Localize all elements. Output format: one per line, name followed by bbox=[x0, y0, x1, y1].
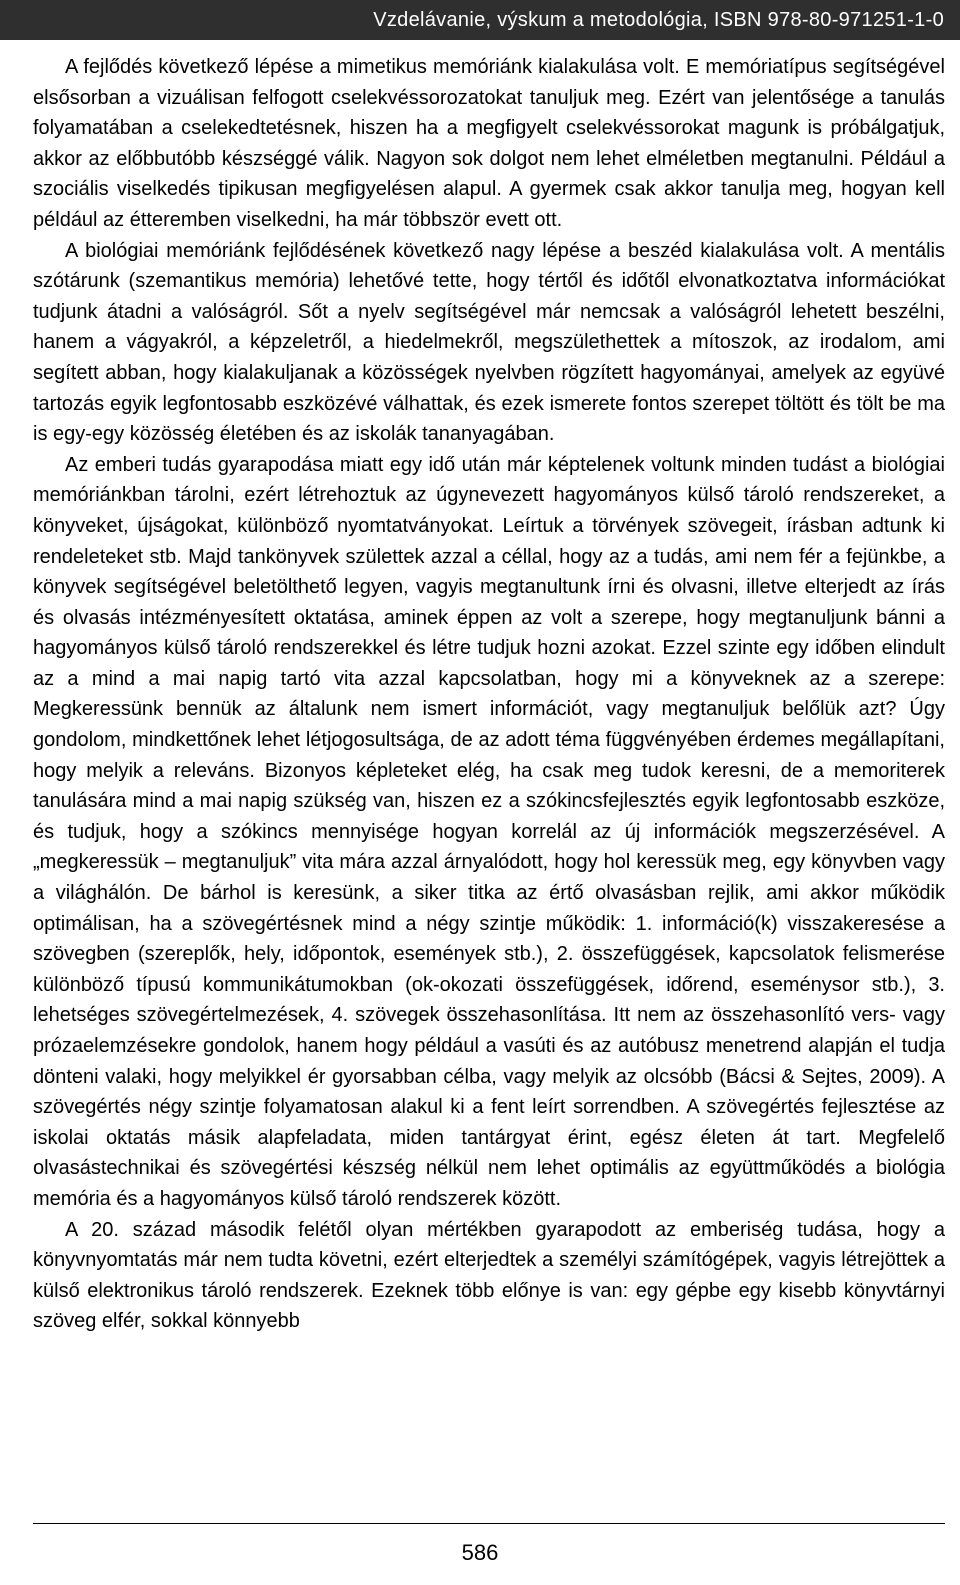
paragraph: A biológiai memóriánk fejlődésének következő nagy lépése a beszéd kialakulása volt. A mentális szótárunk (szemantikus memória) lehetővé tette, hogy tértől és időtől elvonatkoztatva információkat tudjunk átadni a valóságról. Sőt a nyelv segítségével már nemcsak a valóságról lehetett beszélni, hanem a vágyakról, a képzeletről, a hiedelmekről, megszülethettek a mítoszok, az irodalom, ami segített abban, hogy kialakuljanak a közösségek nyelvben rögzített hagyományai, amelyek az együvé tartozás egyik legfontosabb eszközévé válhattak, és ezek ismerete fontos szerepet töltött és tölt be ma is egy-egy közösség életében és az iskolák tananyagában. bbox=[33, 239, 945, 446]
page-header bbox=[0, 0, 960, 40]
paragraph: Az emberi tudás gyarapodása miatt egy idő után már képtelenek voltunk minden tudást a biológiai memóriánkban tárolni, ezért létrehoztuk az úgynevezett hagyományos külső tároló rendszereket, a könyveket, újságokat, különböző nyomtatványokat. Leírtuk a törvények szövegeit, írásban adtunk ki rendeleteket stb. Majd tankönyvek születtek azzal a céllal, hogy az a tudás, ami nem fér a fejünkbe, a könyvek segítségével beletölthető legyen, vagyis megtanultunk írni és olvasni, illetve elterjedt az írás és olvasás intézményesített oktatása, aminek éppen az volt a szerepe, hogy megtanuljunk bánni a hagyományos külső tároló rendszerekkel és létre tudjuk hozni azokat. Ezzel szinte egy időben elindult az a mind a mai napig tartó vita azzal kapcsolatban, hogy mi a könyveknek az a szerepe: Megkeressünk bennük az általunk nem ismert információt, vagy megtanuljuk belőlük azt? Úgy gondolom, mindkettőnek lehet létjogosultsága, de az adott téma függvényében érdemes megállapítani, hogy melyik a releváns. Bizonyos képleteket elég, ha csak meg tudok keresni, de a memoriterek tanulására mind a mai napig szükség van, hiszen ez a szókincsfejlesztés egyik legfontosabb eszköze, és tudjuk, hogy a szókincs mennyisége hogyan korrelál az új információk megszerzésével. A „megkeressük – megtanuljuk” vita mára azzal árnyalódott, hogy hol keressük meg, egy könyvben vagy a világhálón. De bárhol is keresünk, a siker titka az értő olvasásban rejlik, ami akkor működik optimálisan, ha a szövegértésnek mind a négy szintje működik: 1. információ(k) visszakeresése a szövegben (szereplők, hely, időpontok, események stb.), 2. összefüggések, kapcsolatok felismerése különböző típusú kommunikátumokban (ok-okozati összefüggések, időrend, eseménysor stb.), 3. lehetséges szövegértelmezések, 4. szövegek összehasonlítása. Itt nem az összehasonlító vers- vagy prózaelemzésekre gondolok, hanem hogy például a vasúti és az autóbusz menetrend alapján el tudja dönteni valaki, hogy melyikkel ér gyorsabban célba, vagy melyik az olcsóbb (Bácsi & Sejtes, 2009). A szövegértés négy szintje folyamatosan alakul ki a fent leírt sorrendben. A szövegértés fejlesztése az iskolai oktatás másik alapfeladata, miden tantárgyat érint, egész életen át tart. Megfelelő olvasástechnikai és szövegértési készség nélkül nem lehet optimális az együttműködés a biológia memória és a hagyományos külső tároló rendszerek között. bbox=[33, 453, 945, 1210]
page-number: 586 bbox=[461, 1540, 499, 1565]
footer-divider bbox=[33, 1523, 945, 1524]
paragraph: A fejlődés következő lépése a mimetikus memóriánk kialakulása volt. E memóriatípus segítségével elsősorban a vizuálisan felfogott cselekvéssorozatokat tanuljuk meg. Ezért van jelentősége a tanulás folyamatában a cselekedtetésnek, hiszen ha a megfigyelt cselekvéssorokat magunk is próbálgatjuk, akkor az előbbutóbb készséggé válik. Nagyon sok dolgot nem lehet elméletben megtanulni. Például a szociális viselkedés tipikusan megfigyelésen alapul. A gyermek csak akkor tanulja meg, hogyan kell például az étteremben viselkedni, ha már többször evett ott. bbox=[33, 56, 945, 231]
document-body bbox=[33, 52, 945, 1337]
header-citation: Vzdelávanie, výskum a metodológia, ISBN 978-80-971251-1-0 bbox=[373, 9, 944, 31]
paragraph: A 20. század második felétől olyan mértékben gyarapodott az emberiség tudása, hogy a könyvnyomtatás már nem tudta követni, ezért elterjedtek a személyi számítógépek, vagyis létrejöttek a külső elektronikus tároló rendszerek. Ezeknek több előnye is van: egy gépbe egy kisebb könyvtárnyi szöveg elfér, sokkal könnyebb bbox=[33, 1218, 945, 1333]
